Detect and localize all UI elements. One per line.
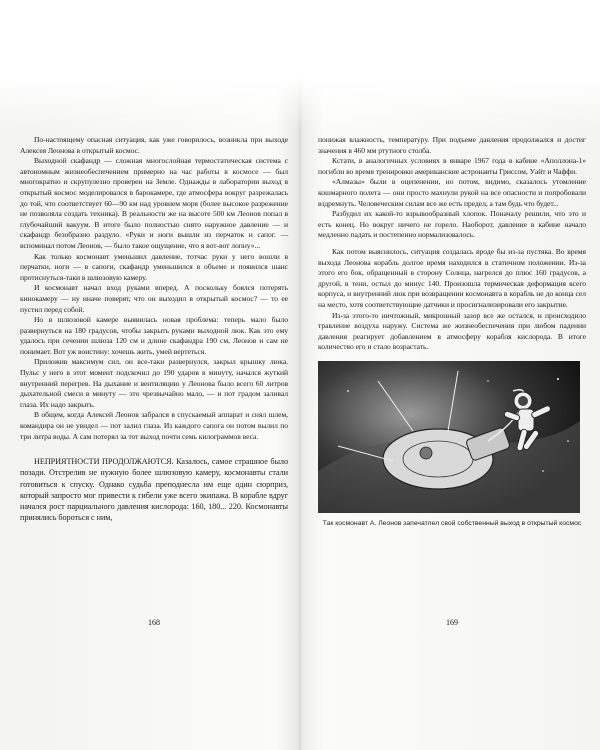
illustration-caption: Так космонавт А. Леонов запечатлел свой собственный выход в открытый космос: [322, 519, 582, 527]
left-paragraph-5: Но в шлюзовой камере выявилась новая проблема: теперь мало было развернуться на 180 градусов, чтобы закрыть руками выходной люк. Как это ему удалось при сечении шлюза 120 см и длине скафандра 190 см, Леонов и сам не понимает. Вот уж воистину: хочешь жить, умей вертеться.: [20, 315, 288, 356]
right-paragraph-3: «Алмазы» были в оцепенении, но потом, видимо, сказалось утомление кошмарного полета — они просто махнули рукой на все опасности и попробовали вздремнуть. Человеческим силам все же есть предел, а там будь что будет...: [318, 177, 586, 208]
spacewalk-illustration: [318, 361, 580, 513]
left-paragraph-2: Выходной скафандр — сложная многослойная термостатическая система с автономным жизнеобеспечением примерно на час работы в космосе — был многократно и скрупулезно проверен на Земле. Однажды в лаборатории выход в открытый космос моделировался в барокамере, где атмосфера вокруг разрежалась до той, что соответствует 60—90 км над уровнем моря (более высокое разрежение не позволяла создать техника). В реальности же на высоте 500 км Леонов попал в глубочайший вакуум. В итоге было полностью снято наружное давление — и скафандр безобразно раздуло. «Руки и ноги вышли из перчаток и сапог. — вспоминал потом Леонов, — было такое ощущение, что я вот-вот лопну»...: [20, 156, 288, 250]
left-paragraph-4: И космонавт начал вход руками вперед. А поскольку боялся потерять кинокамеру — ну иначе поверят, что он выходил в открытый космос? — то ее пустил перед собой.: [20, 283, 288, 314]
right-paragraph-4: Разбудил их какой-то взрывообразный хлопок. Поначалу решили, что это и есть конец. Но вокруг ничего не горело. Наоборот, давление в кабине начало медленно падать и постепенно нормализовалось.: [318, 209, 586, 240]
left-page: [20, 135, 288, 523]
right-paragraph-6: Из-за этого-то ничтожный, микронный зазор все же остался, и происходило травление воздуха наружу. Система же жизнеобеспечения при любом падении давления реагирует добавлением в атмосферу корабля кислорода. В итоге количество его и стало возрастать.: [318, 310, 586, 352]
left-paragraph-6: Приложив максимум сил, он все-таки развернулся, закрыл крышку люка. Пульс у него в этот момент подскочил до 190 ударов в минуту, начался жуткий внутренний перегрев. На дыхание и вентиляцию у Леонова было всего 60 литров дыхательной смеси в минуту — это чрезвычайно мало, — и пот градом заливал глаза. Их надо закрыть.: [20, 357, 288, 409]
page-top-margin: [0, 0, 600, 130]
right-paragraph-1: понижая влажность, температуру. При подъеме давления продолжался и достиг значения в 460 мм ртутного столба.: [318, 135, 586, 155]
right-paragraph-2: Кстати, в аналогичных условиях в январе 1967 года в кабине «Аполлона-1» погибли во время тренировки американские астронавты Гриссом, Уайт и Чаффи.: [318, 156, 586, 176]
left-page-number: 168: [148, 618, 160, 627]
left-section-paragraph: НЕПРИЯТНОСТИ ПРОДОЛЖАЮТСЯ. Казалось, самое страшное было позади. Отстрелив не нужную более шлюзовую камеру, космонавты стали готовиться к спуску. Однако судьба преподнесла им еще один сюрприз, который запросто мог привести к гибели уже всего экипажа. В корабле вдруг начался рост парциального давления кислорода: 160, 180... 220. Космонавты принялись бороться с ним,: [20, 457, 288, 523]
right-paragraph-5: Как потом выяснилось, ситуация создалась вроде бы из-за пустяка. Во время выхода Леонова корабль долгое время находился в статичном положении. Из-за этого его бок, обращенный в сторону Солнца, нагрелся до плюс 160 градусов, а другой, в тени, остыл до минус 140. Произошла термическая деформация всего корпуса, и внутренний люк при возвращении космонавта в корабль не до конца сел на место, хотя соответствующие датчики и просигнализировали его закрытие.: [318, 246, 586, 309]
right-page-number: 169: [446, 618, 458, 627]
left-paragraph-7: В общем, когда Алексей Леонов забрался в спускаемый аппарат и снял шлем, командира он не увидел — пот залил глаза. Из каждого сапога он потом вылил по три литра воды. А сам потерял за тот выход почти семь килограммов веса.: [20, 410, 288, 441]
right-page: [318, 135, 586, 528]
left-paragraph-3: Как только космонавт уменьшил давление, тотчас руки у него вошли в перчатки, ноги — в сапоги, скафандр уменьшился в объеме и появился шанс протиснуться-таки в шлюзовую камеру.: [20, 251, 288, 282]
left-paragraph-1: По-настоящему опасная ситуация, как уже говорилось, возникла при выходе Алексея Леонова в открытый космос.: [20, 135, 288, 155]
